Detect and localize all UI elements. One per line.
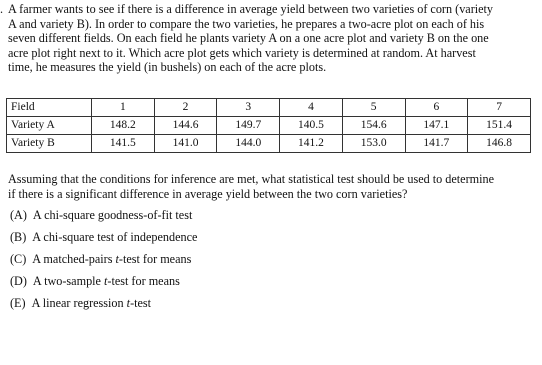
choice-text-post: -test for means bbox=[107, 274, 180, 288]
row-label-cell: Variety A bbox=[7, 117, 92, 135]
choice-text: A chi-square goodness-of-fit test bbox=[32, 208, 193, 222]
yield-cell: 140.5 bbox=[280, 117, 343, 135]
prompt-line: if there is a significant difference in average yield between the two corn varieties? bbox=[8, 186, 408, 201]
intro-line: acre plot right next to it. Which acre plot gets which variety is determined at random. At harvest bbox=[8, 45, 476, 60]
table-row-variety-a bbox=[7, 117, 531, 135]
field-number-cell: 4 bbox=[280, 99, 343, 117]
field-number-cell: 1 bbox=[92, 99, 155, 117]
field-header-cell: Field bbox=[7, 99, 92, 117]
choice-letter: (D) bbox=[10, 274, 27, 288]
choice-a[interactable] bbox=[10, 208, 197, 230]
yield-cell: 146.8 bbox=[468, 135, 531, 153]
yield-cell: 144.0 bbox=[217, 135, 280, 153]
question-number-marker: . bbox=[0, 2, 4, 16]
yield-cell: 154.6 bbox=[342, 117, 405, 135]
yield-cell: 144.6 bbox=[154, 117, 217, 135]
choice-letter: (B) bbox=[10, 230, 27, 244]
field-number-cell: 7 bbox=[468, 99, 531, 117]
choice-text-pre: A linear regression bbox=[31, 296, 127, 310]
yield-cell: 141.0 bbox=[154, 135, 217, 153]
choice-letter: (C) bbox=[10, 252, 27, 266]
table-header-row bbox=[7, 99, 531, 117]
choice-c[interactable] bbox=[10, 252, 197, 274]
yield-cell: 141.2 bbox=[280, 135, 343, 153]
choice-d[interactable] bbox=[10, 274, 197, 296]
yield-cell: 151.4 bbox=[468, 117, 531, 135]
intro-line: A and variety B). In order to compare the two varieties, he prepares a two-acre plot on each of his bbox=[8, 16, 485, 31]
intro-line: seven different fields. On each field he plants variety A on a one acre plot and variety B on the one bbox=[8, 31, 489, 46]
choice-text-italic: t bbox=[126, 296, 131, 310]
yield-cell: 141.7 bbox=[405, 135, 468, 153]
question-intro bbox=[8, 2, 536, 75]
field-number-cell: 6 bbox=[405, 99, 468, 117]
choice-letter: (E) bbox=[10, 296, 26, 310]
field-number-cell: 3 bbox=[217, 99, 280, 117]
choice-text-post: -test bbox=[130, 296, 152, 310]
choice-text-post: -test for means bbox=[118, 252, 192, 266]
choice-text-italic: t bbox=[104, 274, 108, 288]
choice-text-pre: A two-sample bbox=[32, 274, 105, 288]
field-number-cell: 2 bbox=[154, 99, 217, 117]
intro-line: time, he measures the yield (in bushels) on each of the acre plots. bbox=[8, 60, 327, 75]
choice-text-italic: t bbox=[115, 252, 119, 266]
choice-text: A chi-square test of independence bbox=[32, 230, 198, 244]
row-label-cell: Variety B bbox=[7, 135, 92, 153]
table-row-variety-b bbox=[7, 135, 531, 153]
intro-line: A farmer wants to see if there is a difference in average yield between two varieties of corn (variety bbox=[8, 2, 494, 16]
field-number-cell: 5 bbox=[342, 99, 405, 117]
yield-table bbox=[6, 98, 531, 153]
choice-letter: (A) bbox=[10, 208, 27, 222]
yield-cell: 149.7 bbox=[217, 117, 280, 135]
yield-cell: 153.0 bbox=[342, 135, 405, 153]
question-prompt bbox=[8, 172, 536, 201]
answer-choices bbox=[10, 208, 197, 318]
choice-b[interactable] bbox=[10, 230, 197, 252]
prompt-line: Assuming that the conditions for inference are met, what statistical test should be used to determine bbox=[8, 172, 495, 186]
yield-cell: 147.1 bbox=[405, 117, 468, 135]
choice-e[interactable] bbox=[10, 296, 197, 318]
yield-cell: 141.5 bbox=[92, 135, 155, 153]
choice-text-pre: A matched-pairs bbox=[32, 252, 116, 266]
yield-cell: 148.2 bbox=[92, 117, 155, 135]
